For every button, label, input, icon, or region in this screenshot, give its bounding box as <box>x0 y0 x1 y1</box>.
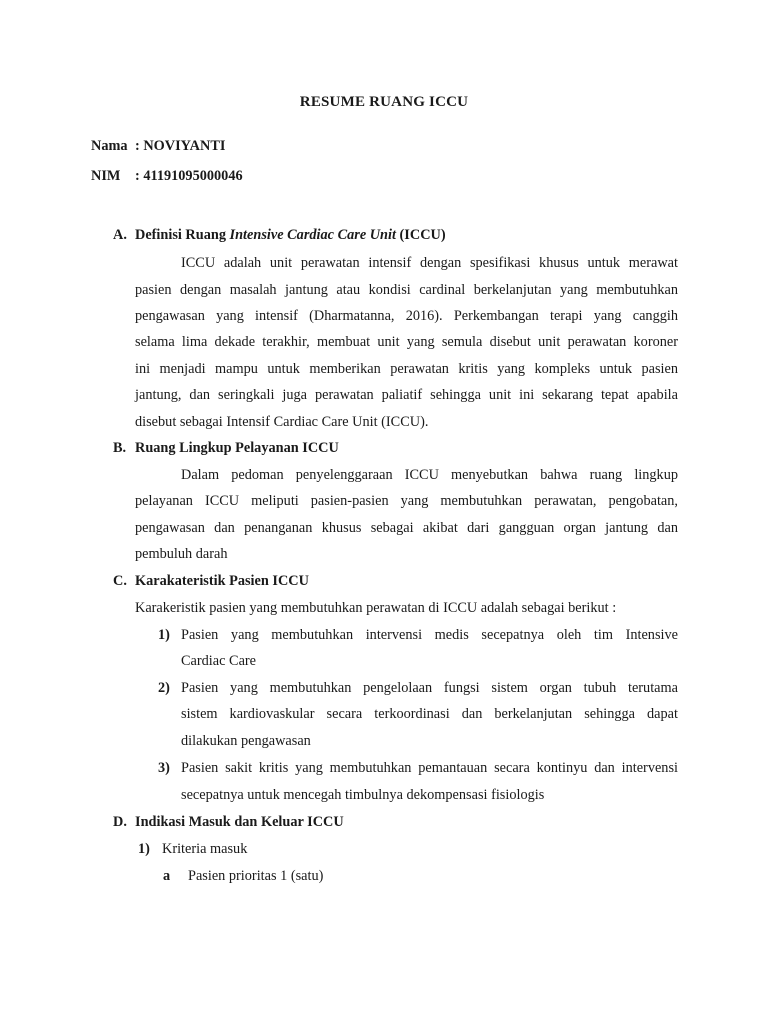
section-a-heading <box>135 227 446 244</box>
section-b-line: pengawasan dan penanganan khusus sebagai akibat dari gangguan organ jantung dan <box>135 520 678 536</box>
nim-label: NIM <box>91 168 121 184</box>
sub-sub-item-label: Pasien prioritas 1 (satu) <box>188 868 324 884</box>
sub-sub-item-letter: a <box>163 868 171 884</box>
name-label: Nama <box>91 138 128 154</box>
page-title: RESUME RUANG ICCU <box>299 94 469 110</box>
section-a-heading-pre: Definisi Ruang <box>135 227 230 243</box>
section-d-heading: Indikasi Masuk dan Keluar ICCU <box>135 814 344 830</box>
list-item-number: 1) <box>158 627 170 643</box>
section-c-letter: C. <box>113 573 127 589</box>
section-a-heading-post: (ICCU) <box>395 227 446 243</box>
section-a-heading-italic: Intensive Cardiac Care Unit <box>229 227 396 243</box>
list-item-line: secepatnya untuk mencegah timbulnya dekompensasi fisiologis <box>181 787 545 803</box>
section-a-line: ini menjadi mampu untuk memberikan perawatan kritis yang kompleks untuk pasien <box>135 361 678 377</box>
section-d-letter: D. <box>113 814 127 830</box>
section-c-heading: Karakateristik Pasien ICCU <box>135 573 309 589</box>
section-b-letter: B. <box>113 440 127 456</box>
section-a-line: pasien dengan masalah jantung atau kondisi cardinal berkelanjutan yang membutuhkan <box>135 282 678 298</box>
section-b-heading: Ruang Lingkup Pelayanan ICCU <box>135 440 339 456</box>
list-item-line: Pasien yang membutuhkan intervensi medis secepatnya oleh tim Intensive <box>181 627 678 643</box>
section-b-line: pembuluh darah <box>135 546 228 562</box>
section-a-line: ICCU adalah unit perawatan intensif dengan spesifikasi khusus untuk merawat <box>181 255 678 271</box>
section-c-intro: Karakeristik pasien yang membutuhkan perawatan di ICCU adalah sebagai berikut : <box>135 600 617 616</box>
section-a-line: pengawasan yang intensif (Dharmatanna, 2016). Perkembangan terapi yang canggih <box>135 308 678 324</box>
name-value: : NOVIYANTI <box>135 138 226 154</box>
sub-item-number: 1) <box>138 841 150 857</box>
list-item-line: Cardiac Care <box>181 653 257 669</box>
list-item-number: 2) <box>158 680 170 696</box>
section-a-line: disebut sebagai Intensif Cardiac Care Unit (ICCU). <box>135 414 429 430</box>
list-item-line: sistem kardiovaskular secara terkoordinasi dan berkelanjutan sehingga dapat <box>181 706 678 722</box>
list-item-line: Pasien sakit kritis yang membutuhkan pemantauan secara kontinyu dan intervensi <box>181 760 678 776</box>
section-b-line: Dalam pedoman penyelenggaraan ICCU menyebutkan bahwa ruang lingkup <box>181 467 678 483</box>
section-a-line: selama lima dekade terakhir, membuat unit yang semula disebut unit perawatan koroner <box>135 334 678 350</box>
nim-value: : 41191095000046 <box>135 168 243 184</box>
section-b-line: pelayanan ICCU meliputi pasien-pasien yang membutuhkan perawatan, pengobatan, <box>135 493 678 509</box>
section-a-letter: A. <box>113 227 127 243</box>
list-item-line: Pasien yang membutuhkan pengelolaan fungsi sistem organ tubuh terutama <box>181 680 678 696</box>
section-a-line: jantung, dan seringkali juga perawatan paliatif sehingga unit ini sekarang tepat apabila <box>135 387 678 403</box>
list-item-line: dilakukan pengawasan <box>181 733 311 749</box>
list-item-number: 3) <box>158 760 170 776</box>
sub-item-label: Kriteria masuk <box>162 841 248 857</box>
